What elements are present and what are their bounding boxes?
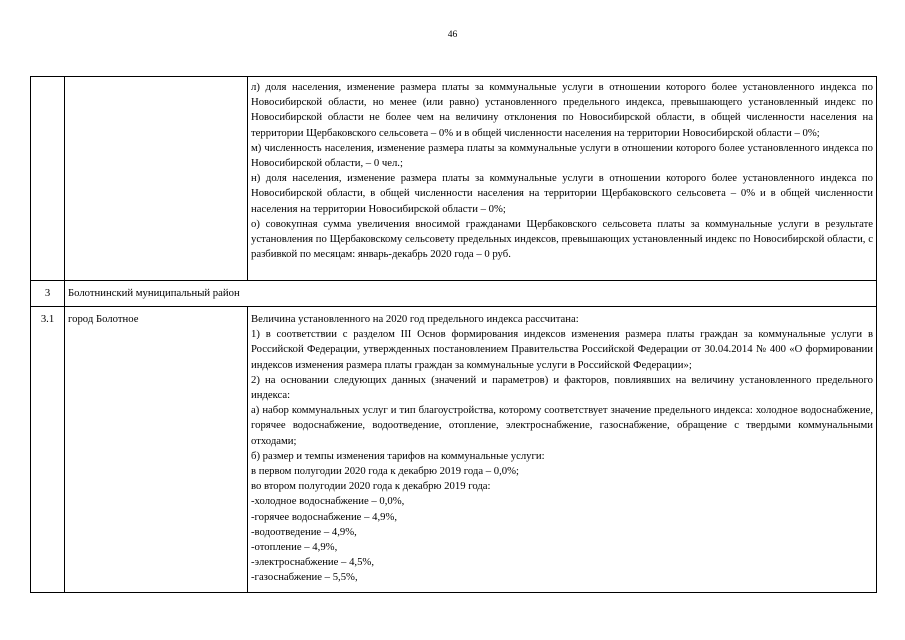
row-number-cell: 3 xyxy=(31,281,65,307)
paragraph-a: а) набор коммунальных услуг и тип благоустройства, которому соответствует значение предельного индекса: холодное водоснабжение, горячее водоснабжение, водоотведение, отопление, электроснабжение, газоснабжение, обращение с твердыми коммунальными отходами; xyxy=(251,404,873,447)
table-row xyxy=(31,307,877,593)
paragraph-n: н) доля населения, изменение размера платы за коммунальные услуги в отношении которого более установленного индекса по Новосибирской области, в общей численности населения на территории Щербаковского сельсовета – 0% и в общей численности населения на территории Новосибирской области – 0%; xyxy=(251,172,873,215)
table-row xyxy=(31,281,877,307)
row-number-cell: 3.1 xyxy=(31,307,65,593)
intro-line: Величина установленного на 2020 год предельного индекса рассчитана: xyxy=(251,313,579,325)
district-name-cell: Болотнинский муниципальный район xyxy=(65,281,877,307)
list-item: -отопление – 4,9%, xyxy=(251,541,338,554)
municipality-cell: город Болотное xyxy=(65,307,248,593)
paragraph-1: 1) в соответствии с разделом III Основ формирования индексов изменения размера платы граждан за коммунальные услуги в Российской Федерации, утвержденных постановлением Правительства Российской Федерации от 30.04.2014 № 400 «О формировании индексов изменения размера платы граждан за коммунальные услуги в Российской Федерации»; xyxy=(251,328,873,371)
paragraph-m: м) численность населения, изменение размера платы за коммунальные услуги в отношении которого более установленного индекса по Новосибирской области, – 0 чел.; xyxy=(251,141,873,170)
list-item: -холодное водоснабжение – 0,0%, xyxy=(251,495,405,508)
paragraph-2: 2) на основании следующих данных (значений и параметров) и факторов, повлиявших на величину установленного предельного индекса: xyxy=(251,373,873,402)
table-row xyxy=(31,77,877,281)
indices-table xyxy=(30,76,877,593)
row-number-cell xyxy=(31,77,65,281)
paragraph-b: б) размер и темпы изменения тарифов на коммунальные услуги: xyxy=(251,449,545,462)
list-item: -водоотведение – 4,9%, xyxy=(251,525,357,538)
description-cell xyxy=(248,307,877,593)
paragraph-o: о) совокупная сумма увеличения вносимой гражданами Щербаковского сельсовета платы за коммунальные услуги в результате установления по Щербаковскому сельсовету предельных индексов, превышающих установленный индекс по Новосибирской области, с разбивкой по месяцам: январь-декабрь 2020 года – 0 руб. xyxy=(251,217,873,261)
second-half-line: во втором полугодии 2020 года к декабрю 2019 года: xyxy=(251,480,491,493)
municipality-cell xyxy=(65,77,248,281)
description-cell xyxy=(248,77,877,281)
list-item: -электроснабжение – 4,5%, xyxy=(251,556,375,569)
page-number: 46 xyxy=(447,30,458,40)
first-half-line: в первом полугодии 2020 года к декабрю 2019 года – 0,0%; xyxy=(251,465,519,478)
list-item: -горячее водоснабжение – 4,9%, xyxy=(251,510,398,523)
paragraph-l: л) доля населения, изменение размера платы за коммунальные услуги в отношении которого более установленного индекса по Новосибирской области, но менее (или равно) установленного предельного индекса, превышающего установленный индекс по Новосибирской области не более чем на величину отклонения по Новосибирской области, в общей численности населения на территории Щербаковского сельсовета – 0% и в общей численности населения на территории Новосибирской области – 0%; xyxy=(251,81,873,139)
list-item: -газоснабжение – 5,5%, xyxy=(251,571,358,584)
